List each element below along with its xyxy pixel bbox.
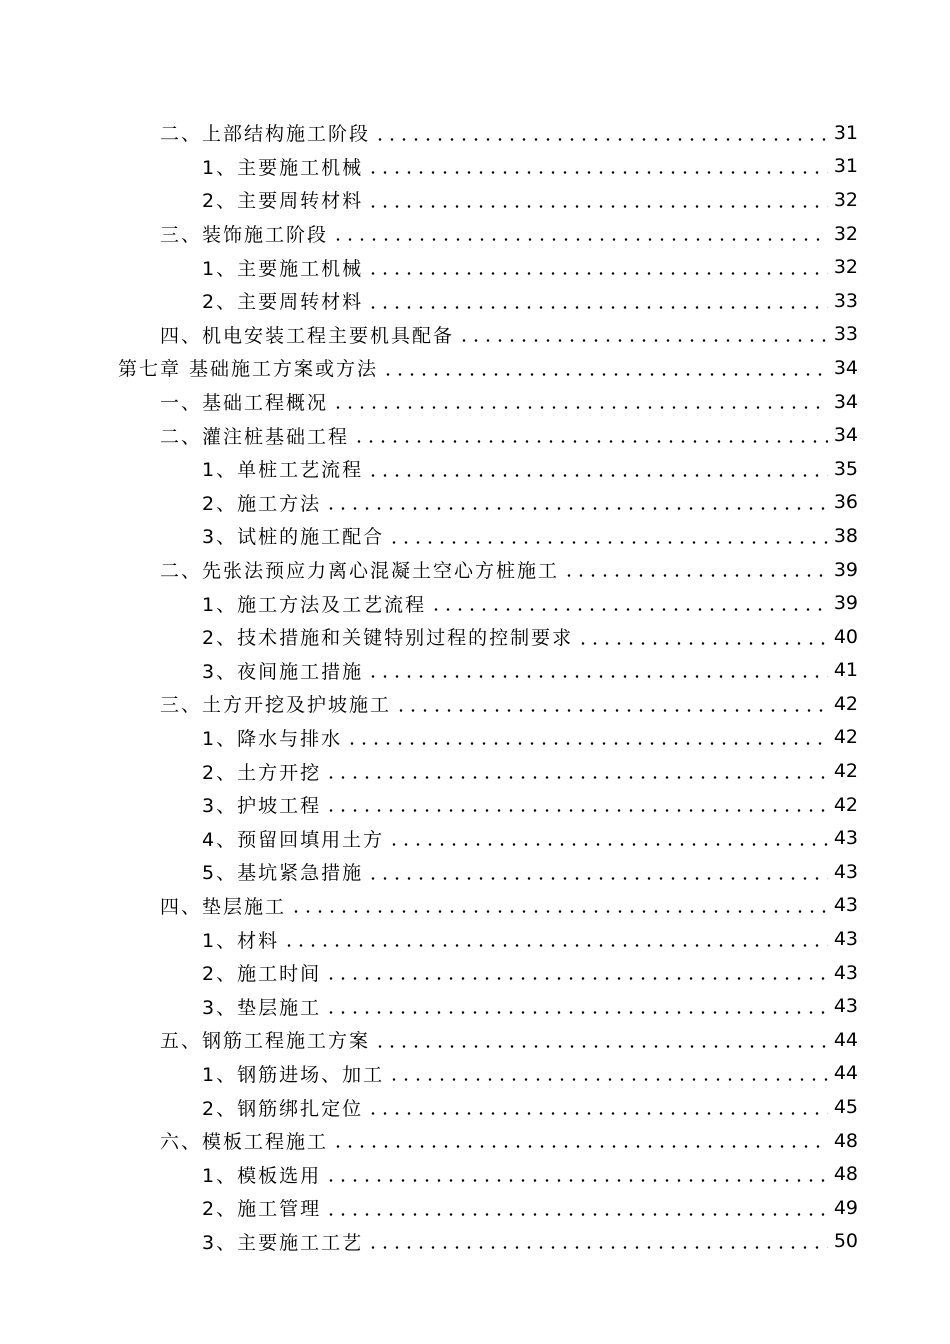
toc-entry-page-number: 43 — [833, 928, 858, 951]
toc-dot-leader — [325, 977, 828, 980]
toc-entry[interactable] — [0, 418, 950, 452]
toc-dot-leader — [332, 238, 828, 241]
toc-dot-leader — [395, 709, 828, 712]
toc-entry-page-number: 39 — [833, 558, 858, 581]
toc-entry-title: 1、材料 — [202, 929, 280, 952]
toc-entry-title: 4、预留回填用土方 — [202, 828, 385, 851]
toc-dot-leader — [332, 406, 828, 409]
toc-entry-title: 1、模板选用 — [202, 1164, 322, 1187]
toc-entry[interactable] — [0, 116, 950, 150]
toc-entry-page-number: 33 — [833, 289, 858, 312]
toc-entry-page-number: 41 — [833, 659, 858, 682]
toc-dot-leader — [367, 474, 828, 477]
toc-entry-title: 三、土方开挖及护坡施工 — [160, 694, 392, 717]
toc-entry[interactable] — [0, 284, 950, 318]
toc-entry[interactable] — [0, 1191, 950, 1225]
toc-dot-leader — [388, 1078, 828, 1081]
toc-dot-leader — [367, 205, 828, 208]
toc-entry-title: 四、垫层施工 — [160, 895, 287, 918]
toc-entry-title: 三、装饰施工阶段 — [160, 224, 329, 247]
toc-dot-leader — [430, 608, 828, 611]
toc-entry-title: 2、主要周转材料 — [202, 291, 364, 314]
toc-entry[interactable] — [0, 821, 950, 855]
toc-dot-leader — [367, 1112, 828, 1115]
toc-entry-title: 1、单桩工艺流程 — [202, 459, 364, 482]
toc-entry-page-number: 34 — [833, 424, 858, 447]
toc-dot-leader — [367, 171, 828, 174]
toc-entry-title: 1、钢筋进场、加工 — [202, 1063, 385, 1086]
toc-dot-leader — [346, 742, 828, 745]
toc-entry-page-number: 45 — [833, 1096, 858, 1119]
toc-entry-title: 二、先张法预应力离心混凝土空心方桩施工 — [160, 560, 560, 583]
toc-entry[interactable] — [0, 922, 950, 956]
toc-entry[interactable] — [0, 553, 950, 587]
toc-entry-title: 二、上部结构施工阶段 — [160, 123, 371, 146]
toc-entry-page-number: 31 — [833, 155, 858, 178]
toc-entry[interactable] — [0, 519, 950, 553]
toc-entry-title: 3、护坡工程 — [202, 795, 322, 818]
toc-dot-leader — [325, 776, 828, 779]
toc-entry-page-number: 32 — [833, 188, 858, 211]
toc-entry[interactable] — [0, 754, 950, 788]
toc-dot-leader — [290, 910, 828, 913]
toc-dot-leader — [367, 306, 828, 309]
toc-dot-leader — [382, 373, 828, 376]
toc-entry-title: 2、钢筋绑扎定位 — [202, 1097, 364, 1120]
toc-entry-title: 2、施工时间 — [202, 963, 322, 986]
toc-entry-page-number: 32 — [833, 256, 858, 279]
toc-dot-leader — [325, 507, 828, 510]
toc-entry[interactable] — [0, 654, 950, 688]
toc-entry[interactable] — [0, 788, 950, 822]
toc-entry-page-number: 48 — [833, 1163, 858, 1186]
toc-dot-leader — [332, 1145, 828, 1148]
toc-entry[interactable] — [0, 217, 950, 251]
toc-entry-title: 1、主要施工机械 — [202, 257, 364, 280]
toc-dot-leader — [388, 843, 828, 846]
toc-entry-page-number: 36 — [833, 491, 858, 514]
toc-entry-page-number: 39 — [833, 592, 858, 615]
toc-entry-title: 1、主要施工机械 — [202, 156, 364, 179]
toc-entry-page-number: 42 — [833, 692, 858, 715]
toc-entry[interactable] — [0, 452, 950, 486]
toc-entry[interactable] — [0, 1023, 950, 1057]
toc-entry[interactable] — [0, 250, 950, 284]
toc-entry-page-number: 42 — [833, 793, 858, 816]
toc-entry-page-number: 48 — [833, 1129, 858, 1152]
toc-entry-page-number: 34 — [833, 390, 858, 413]
toc-entry[interactable] — [0, 318, 950, 352]
toc-dot-leader — [367, 675, 828, 678]
toc-entry-title: 六、模板工程施工 — [160, 1131, 329, 1154]
toc-entry[interactable] — [0, 1157, 950, 1191]
toc-entry[interactable] — [0, 721, 950, 755]
toc-entry-title: 2、主要周转材料 — [202, 190, 364, 213]
toc-entry-title: 2、施工管理 — [202, 1198, 322, 1221]
toc-dot-leader — [458, 339, 828, 342]
toc-dot-leader — [388, 541, 828, 544]
toc-dot-leader — [325, 1179, 828, 1182]
toc-entry-page-number: 38 — [833, 524, 858, 547]
toc-entry-page-number: 44 — [833, 1028, 858, 1051]
toc-entry-page-number: 50 — [833, 1230, 858, 1253]
toc-entry-page-number: 32 — [833, 222, 858, 245]
toc-entry-title: 第七章 基础施工方案或方法 — [118, 358, 379, 381]
toc-dot-leader — [367, 1246, 828, 1249]
toc-entry[interactable] — [0, 1057, 950, 1091]
toc-entry-title: 一、基础工程概况 — [160, 392, 329, 415]
toc-dot-leader — [353, 440, 828, 443]
toc-dot-leader — [374, 138, 828, 141]
toc-entry[interactable] — [0, 620, 950, 654]
toc-entry-title: 2、施工方法 — [202, 492, 322, 515]
toc-entry[interactable] — [0, 687, 950, 721]
toc-entry[interactable] — [0, 989, 950, 1023]
toc-dot-leader — [283, 944, 828, 947]
toc-entry-page-number: 44 — [833, 1062, 858, 1085]
toc-entry-title: 1、降水与排水 — [202, 727, 343, 750]
table-of-contents — [0, 116, 950, 1258]
toc-entry-page-number: 43 — [833, 894, 858, 917]
toc-entry[interactable] — [0, 889, 950, 923]
toc-entry-page-number: 42 — [833, 726, 858, 749]
toc-entry-page-number: 34 — [833, 356, 858, 379]
toc-entry-title: 四、机电安装工程主要机具配备 — [160, 324, 455, 347]
toc-entry-page-number: 33 — [833, 323, 858, 346]
toc-entry-page-number: 43 — [833, 995, 858, 1018]
toc-entry-title: 5、基坑紧急措施 — [202, 862, 364, 885]
toc-entry-page-number: 31 — [833, 121, 858, 144]
toc-entry[interactable] — [0, 385, 950, 419]
toc-dot-leader — [367, 877, 828, 880]
toc-entry[interactable] — [0, 351, 950, 385]
toc-dot-leader — [325, 809, 828, 812]
toc-entry-title: 2、土方开挖 — [202, 761, 322, 784]
toc-entry[interactable] — [0, 1225, 950, 1259]
toc-dot-leader — [325, 1011, 828, 1014]
toc-entry[interactable] — [0, 183, 950, 217]
toc-entry-title: 二、灌注桩基础工程 — [160, 425, 350, 448]
toc-entry[interactable] — [0, 150, 950, 184]
toc-dot-leader — [563, 574, 828, 577]
toc-dot-leader — [325, 1213, 828, 1216]
toc-entry-title: 3、垫层施工 — [202, 996, 322, 1019]
toc-entry-title: 2、技术措施和关键特别过程的控制要求 — [202, 627, 574, 650]
toc-entry[interactable] — [0, 1124, 950, 1158]
toc-entry-title: 3、主要施工工艺 — [202, 1231, 364, 1254]
toc-entry[interactable] — [0, 855, 950, 889]
toc-entry[interactable] — [0, 586, 950, 620]
toc-entry-page-number: 35 — [833, 457, 858, 480]
toc-entry-page-number: 42 — [833, 760, 858, 783]
toc-entry-page-number: 40 — [833, 625, 858, 648]
toc-entry-page-number: 49 — [833, 1196, 858, 1219]
toc-dot-leader — [367, 272, 828, 275]
toc-dot-leader — [577, 642, 828, 645]
toc-entry-page-number: 43 — [833, 827, 858, 850]
toc-entry-title: 3、试桩的施工配合 — [202, 526, 385, 549]
toc-entry-page-number: 43 — [833, 860, 858, 883]
toc-entry-page-number: 43 — [833, 961, 858, 984]
toc-entry-title: 五、钢筋工程施工方案 — [160, 1030, 371, 1053]
toc-entry-title: 1、施工方法及工艺流程 — [202, 593, 427, 616]
toc-entry[interactable] — [0, 486, 950, 520]
toc-entry-title: 3、夜间施工措施 — [202, 660, 364, 683]
toc-entry[interactable] — [0, 1090, 950, 1124]
toc-dot-leader — [374, 1045, 828, 1048]
toc-entry[interactable] — [0, 956, 950, 990]
